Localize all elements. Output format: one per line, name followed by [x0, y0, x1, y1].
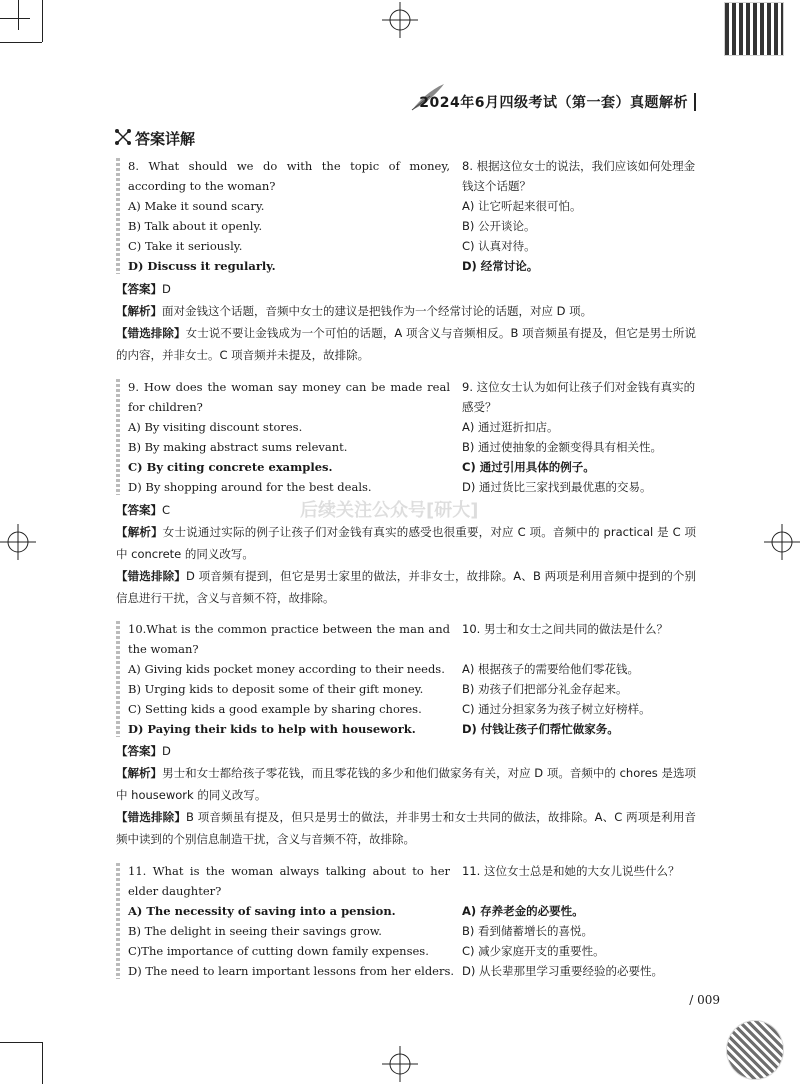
option-en-correct: C) By citing concrete examples. — [128, 460, 333, 474]
exclude-label: 【错选排除】 — [116, 569, 186, 583]
exclude-text: D 项音频有提到，但它是男士家里的做法，并非女士，故排除。A、B 两项是利用音频中提到的个别信息进行干扰，含义与音频不符，故排除。 — [116, 569, 697, 605]
crop-mark — [18, 0, 19, 30]
analysis-text: 面对金钱这个话题，音频中女士的建议是把钱作为一个经常讨论的话题，对应 D 项。 — [162, 304, 593, 318]
option-zh-correct: D) 付钱让孩子们帮忙做家务。 — [462, 722, 619, 736]
question-block — [116, 377, 696, 497]
qr-code-top — [724, 2, 784, 56]
question-en — [128, 377, 450, 497]
question-block — [116, 619, 696, 739]
crop-mark — [42, 1042, 43, 1084]
exclude-text: B 项音频虽有提及，但只是男士的做法，并非男士和女士共同的做法，故排除。A、C 两项是利用音频中读到的个别信息制造干扰，含义与音频不符，故排除。 — [116, 810, 697, 846]
crop-mark — [0, 42, 42, 43]
question-text-en: 9. How does the woman say money can be made real for children? — [128, 380, 450, 414]
option-en-correct: A) The necessity of saving into a pension. — [128, 904, 396, 918]
option-zh: B) 劝孩子们把部分礼金存起来。 — [462, 682, 628, 696]
option-en-correct: D) Discuss it regularly. — [128, 259, 276, 273]
question-text-en: 10.What is the common practice between the man and the woman? — [128, 622, 450, 656]
question-text-en: 8. What should we do with the topic of money, according to the woman? — [128, 159, 450, 193]
answer-line — [116, 740, 696, 762]
watermark: 后续关注公众号[研大] — [300, 500, 479, 521]
question-block — [116, 156, 696, 276]
analysis-text: 女士说通过实际的例子让孩子们对金钱有真实的感受也很重要，对应 C 项。音频中的 practical 是 C 项中 concrete 的同义改写。 — [116, 525, 697, 561]
answer-label: 【答案】 — [116, 282, 162, 296]
option-en: A) Giving kids pocket money according to their needs. — [128, 662, 445, 676]
question-bar — [116, 621, 120, 737]
question-text-zh: 8. 根据这位女士的说法，我们应该如何处理金钱这个话题？ — [462, 159, 696, 193]
question-en — [128, 156, 450, 276]
question-block — [116, 861, 696, 981]
option-zh: B) 公开谈论。 — [462, 219, 536, 233]
option-en: B) By making abstract sums relevant. — [128, 440, 348, 454]
answer-value: C — [162, 503, 171, 517]
option-zh: C) 通过分担家务为孩子树立好榜样。 — [462, 702, 651, 716]
option-zh-correct: D) 经常讨论。 — [462, 259, 539, 273]
analysis-line — [116, 521, 696, 565]
crop-mark — [0, 18, 30, 19]
option-en: C) Setting kids a good example by sharing chores. — [128, 702, 422, 716]
answer-label: 【答案】 — [116, 744, 162, 758]
registration-target-icon — [382, 2, 418, 38]
section-title: 答案详解 — [135, 130, 196, 148]
option-en: D) By shopping around for the best deals. — [128, 480, 372, 494]
registration-target-icon — [382, 1046, 418, 1082]
analysis-block — [116, 278, 696, 366]
header-divider — [694, 93, 696, 111]
registration-target-icon — [764, 524, 800, 560]
exclude-line — [116, 806, 696, 850]
exclude-line — [116, 322, 696, 366]
option-en-correct: D) Paying their kids to help with housework. — [128, 722, 416, 736]
option-en: B) Talk about it openly. — [128, 219, 263, 233]
option-en: A) Make it sound scary. — [128, 199, 265, 213]
analysis-line — [116, 300, 696, 322]
question-zh — [462, 619, 698, 739]
question-text-zh: 9. 这位女士认为如何让孩子们对金钱有真实的感受？ — [462, 380, 696, 414]
exclude-line — [116, 565, 696, 609]
registration-target-icon — [0, 524, 36, 560]
exclude-text: 女士说不要让金钱成为一个可怕的话题，A 项含义与音频相反。B 项音频虽有提及，但它是男士所说的内容，并非女士。C 项音频并未提及，故排除。 — [116, 326, 697, 362]
question-text-en: 11. What is the woman always talking about to her elder daughter? — [128, 864, 450, 898]
option-zh: B) 通过使抽象的金额变得具有相关性。 — [462, 440, 663, 454]
option-en: B) Urging kids to deposit some of their gift money. — [128, 682, 424, 696]
option-en: C) Take it seriously. — [128, 239, 243, 253]
answer-line — [116, 278, 696, 300]
exclude-label: 【错选排除】 — [116, 810, 187, 824]
option-en: C)The importance of cutting down family expenses. — [128, 944, 429, 958]
question-bar — [116, 863, 120, 979]
answer-label: 【答案】 — [116, 503, 162, 517]
question-bar — [116, 379, 120, 495]
option-zh-correct: A) 存养老金的必要性。 — [462, 904, 584, 918]
qr-code-bottom — [726, 1020, 784, 1080]
option-zh: C) 认真对待。 — [462, 239, 536, 253]
exclude-label: 【错选排除】 — [116, 326, 186, 340]
option-zh: A) 让它听起来很可怕。 — [462, 199, 582, 213]
analysis-label: 【解析】 — [116, 525, 163, 539]
analysis-line — [116, 762, 696, 806]
option-en: D) The need to learn important lessons from her elders. — [128, 964, 455, 978]
question-text-zh: 11. 这位女士总是和她的大女儿说些什么？ — [462, 864, 680, 878]
analysis-text: 男士和女士都给孩子零花钱，而且零花钱的多少和他们做家务有关，对应 D 项。音频中的 chores 是选项中 housework 的同义改写。 — [116, 766, 696, 802]
question-text-zh: 10. 男士和女士之间共同的做法是什么？ — [462, 622, 668, 636]
option-zh: D) 从长辈那里学习重要经验的必要性。 — [462, 964, 663, 978]
page-number: / 009 — [689, 993, 720, 1007]
question-en — [128, 619, 450, 739]
question-zh — [462, 861, 698, 981]
option-zh: D) 通过货比三家找到最优惠的交易。 — [462, 480, 652, 494]
option-zh: A) 通过逛折扣店。 — [462, 420, 559, 434]
question-en — [128, 861, 455, 981]
option-zh-correct: C) 通过引用具体的例子。 — [462, 460, 595, 474]
analysis-block — [116, 740, 696, 850]
crop-mark — [42, 0, 43, 42]
crop-mark — [0, 1042, 42, 1043]
answer-value: D — [162, 744, 171, 758]
page-header-title: 2024年6月四级考试（第一套）真题解析 — [419, 95, 688, 111]
answer-value: D — [162, 282, 171, 296]
question-zh — [462, 377, 698, 497]
option-en: A) By visiting discount stores. — [128, 420, 303, 434]
option-zh: B) 看到储蓄增长的喜悦。 — [462, 924, 594, 938]
option-zh: A) 根据孩子的需要给他们零花钱。 — [462, 662, 640, 676]
analysis-label: 【解析】 — [116, 766, 163, 780]
question-zh — [462, 156, 698, 276]
molecule-icon — [114, 128, 132, 146]
question-bar — [116, 158, 120, 274]
option-en: B) The delight in seeing their savings grow. — [128, 924, 382, 938]
option-zh: C) 减少家庭开支的重要性。 — [462, 944, 605, 958]
analysis-label: 【解析】 — [116, 304, 162, 318]
